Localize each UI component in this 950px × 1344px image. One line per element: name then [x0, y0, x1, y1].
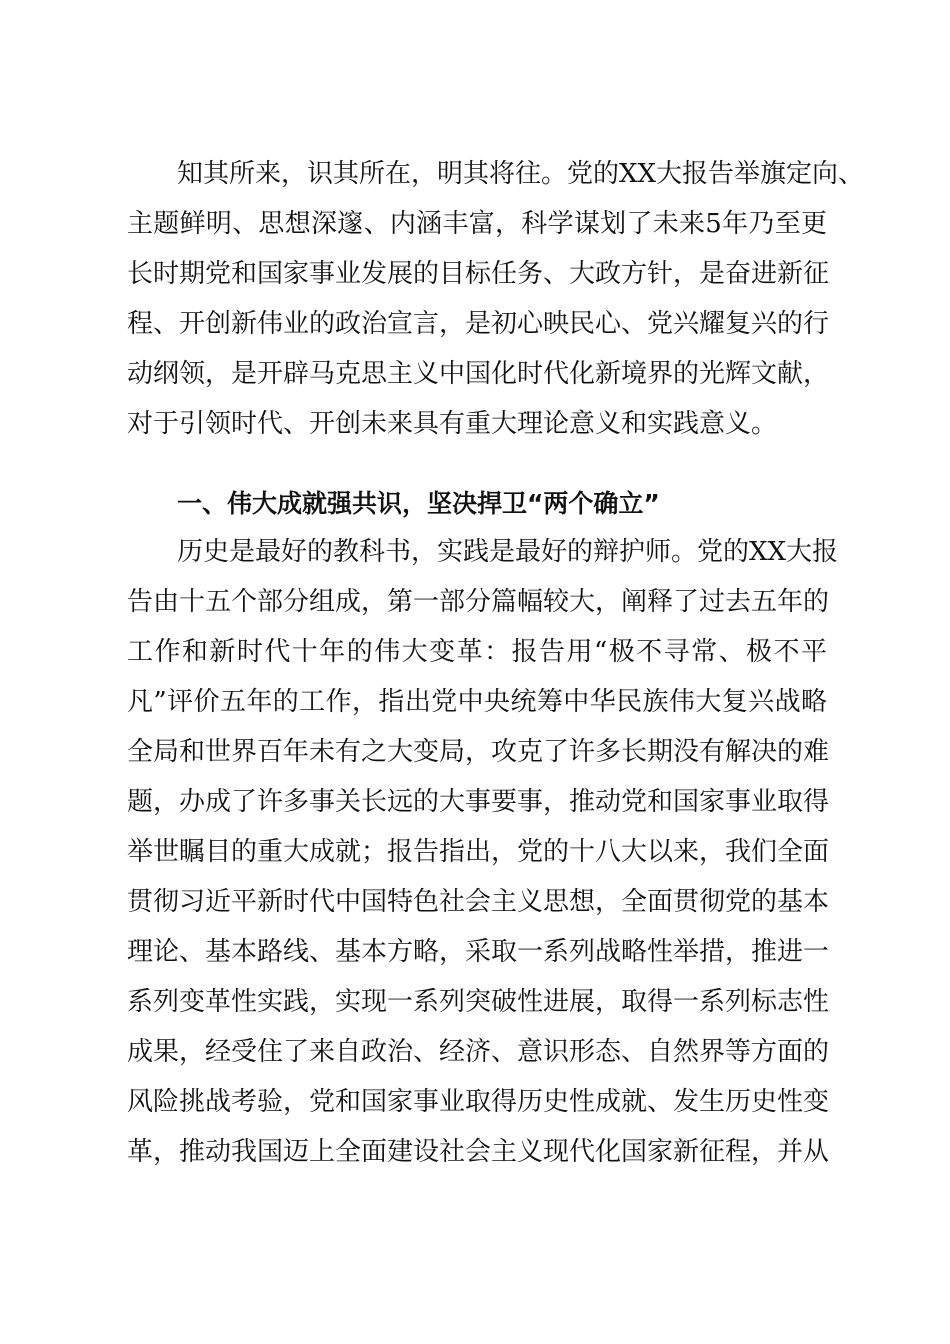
- paragraph-line: 对于引领时代、开创未来具有重大理论意义和实践意义。: [127, 409, 778, 439]
- paragraph-line: 凡”评价五年的工作，指出党中央统筹中华民族伟大复兴战略: [127, 687, 827, 717]
- section-heading: 一、伟大成就强共识，坚决捍卫“两个确立”: [177, 489, 660, 518]
- paragraph-line: 历史是最好的教科书，实践是最好的辩护师。党的XX大报: [177, 537, 839, 567]
- paragraph-line: 举世瞩目的重大成就；报告指出，党的十八大以来，我们全面: [127, 837, 830, 867]
- paragraph-line: 主题鲜明、思想深邃、内涵丰富，科学谋划了未来5年乃至更: [127, 209, 827, 239]
- paragraph-line: 理论、基本路线、基本方略，采取一系列战略性举措，推进一: [127, 937, 830, 967]
- paragraph-line: 革，推动我国迈上全面建设社会主义现代化国家新征程，并从: [127, 1137, 830, 1167]
- paragraph-line: 长时期党和国家事业发展的目标任务、大政方针，是奋进新征: [127, 259, 830, 289]
- paragraph-line: 知其所来，识其所在，明其将往。党的XX大报告举旗定向、: [177, 159, 865, 189]
- paragraph-line: 程、开创新伟业的政治宣言，是初心映民心、党兴耀复兴的行: [127, 309, 830, 339]
- paragraph-line: 全局和世界百年未有之大变局，攻克了许多长期没有解决的难: [127, 737, 830, 767]
- paragraph-line: 风险挑战考验，党和国家事业取得历史性成就、发生历史性变: [127, 1087, 830, 1117]
- paragraph-line: 告由十五个部分组成，第一部分篇幅较大，阐释了过去五年的: [127, 587, 830, 617]
- paragraph-line: 工作和新时代十年的伟大变革：报告用“极不寻常、极不平: [127, 637, 827, 667]
- paragraph-line: 动纲领，是开辟马克思主义中国化时代化新境界的光辉文献，: [127, 359, 830, 389]
- paragraph-line: 系列变革性实践，实现一系列突破性进展，取得一系列标志性: [127, 987, 830, 1017]
- paragraph-line: 题，办成了许多事关长远的大事要事，推动党和国家事业取得: [127, 787, 830, 817]
- paragraph-line: 成果，经受住了来自政治、经济、意识形态、自然界等方面的: [127, 1037, 830, 1067]
- paragraph-line: 贯彻习近平新时代中国特色社会主义思想，全面贯彻党的基本: [127, 887, 830, 917]
